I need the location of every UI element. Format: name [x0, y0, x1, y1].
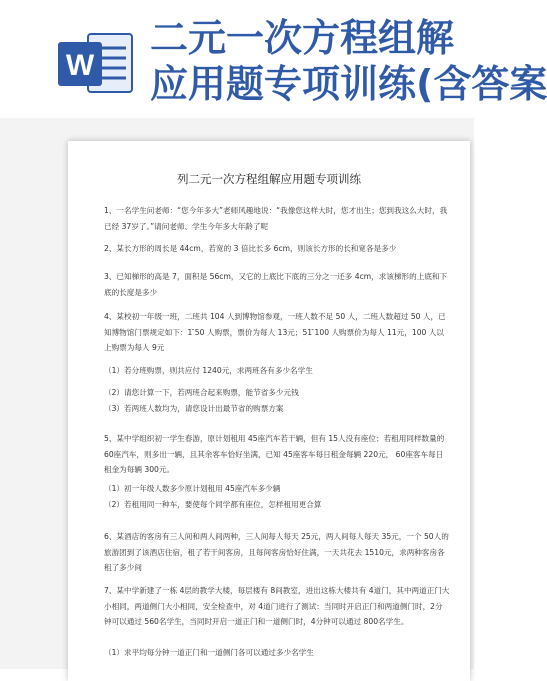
banner-title-line-2: 应用题专项训练(含答案: [150, 62, 547, 106]
banner-title-line-1: 二元一次方程组解: [150, 16, 455, 60]
question-4: 4、某校初一年级一班，二班共 104 人到博物馆参观，一班人数不足 50 人，二班人数超过 50 人，已知博物馆门票规定如下：1 ̄50 人购票，票价为每人 13元；51 ̄100 人购票价为每人 11元，100 人以上购票为每人 9元: [104, 312, 446, 352]
question-4-part-1: （1）若分班购票，则共应付 1240元，求两班各有多少名学生: [104, 366, 313, 375]
question-1: 1、一名学生问老师：“您今年多大”老师风趣地说：“我像您这样大时，您才出生；您到我这么大时，我已经 37岁了。”请问老师、学生今年多大年龄了呢: [104, 206, 448, 231]
question-7: 7、某中学新建了一栋 4层的教学大楼，每层楼有 8间教室，进出这栋大楼共有 4道门，其中两道正门大小相同，两道侧门大小相同，安全检查中，对 4道门进行了测试：当同时开启正门和两道侧门时，2分钟可以通过 560名学生，当同时开启一道正门和一道侧门时，4分钟可以通过 800名学生。: [104, 586, 450, 626]
logo-letter: W: [65, 49, 95, 82]
document-page: [68, 141, 470, 681]
question-2: 2、某长方形的周长是 44cm，若宽的 3 倍比长多 6cm，则该长方形的长和宽各是多少: [104, 244, 397, 253]
question-6: 6、某酒店的客房有三人间和两人间两种，三人间每人每天 25元，两人间每人每天 35元，一个 50人的旅游团到了该酒店住宿，租了若干间客房，且每间客房恰好住满，一天共花去 1510元，求两种客房各租了多少间: [104, 532, 449, 572]
question-5-part-2: （2）若租用同一种车，要使每个同学都有座位，怎样租用更合算: [104, 500, 322, 509]
question-4-part-2: （2）请您计算一下，若两班合起来购票，能节省多少元钱: [104, 388, 299, 397]
document-title: 列二元一次方程组解应用题专项训练: [177, 172, 361, 186]
question-5-part-1: （1）初一年级人数多少原计划租用 45座汽车多少辆: [104, 484, 281, 493]
banner: [0, 0, 547, 118]
question-4-part-3: （3）若两班人数均为，请您设计出最节省的购票方案: [104, 404, 284, 413]
question-5: 5、某中学组织初一学生春游，原计划租用 45座汽车若干辆，但有 15人没有座位；若租用同样数量的 60座汽车，则多出一辆，且其余客车恰好坐满，已知 45座客车每日租金每辆 220元， 60座客车每日租金为每辆 300元。: [104, 434, 445, 474]
word-document-icon: [56, 30, 136, 96]
question-7-part-1: （1）求平均每分钟一道正门和一道侧门各可以通过多少名学生: [104, 648, 314, 657]
question-3: 3、已知梯形的高是 7，面积是 56cm，又它的上底比下底的三分之一还多 4cm，求该梯形的上底和下底的长度是多少: [104, 272, 448, 297]
